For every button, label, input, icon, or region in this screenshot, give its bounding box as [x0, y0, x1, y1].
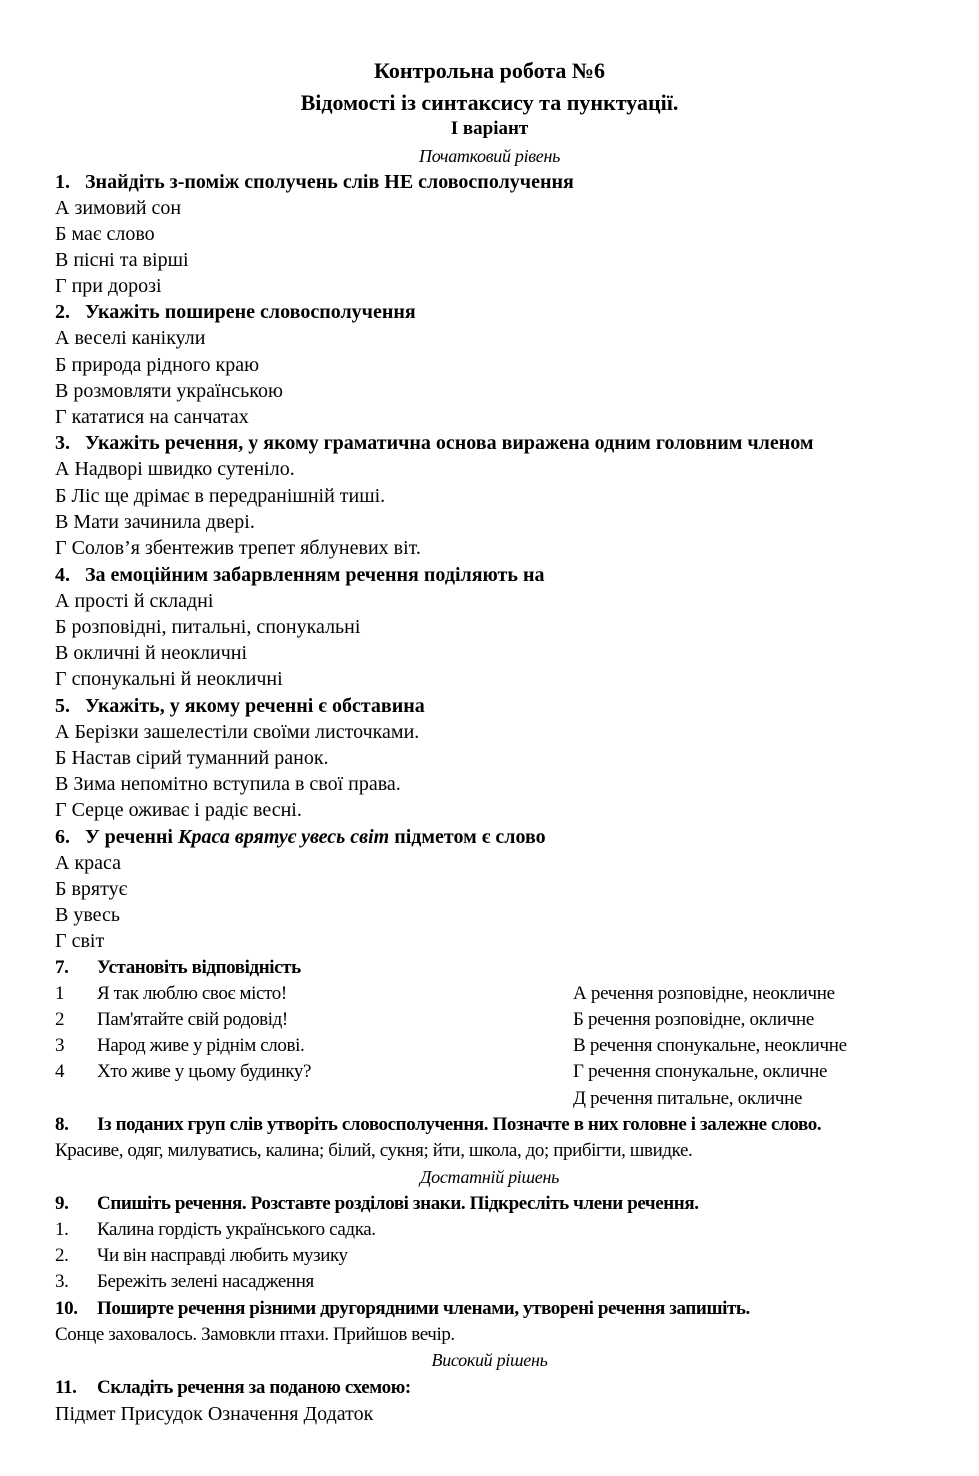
level-sufficient: Достатній рішень — [420, 1167, 559, 1187]
question-10 — [55, 1296, 750, 1322]
q11-body: Підмет Присудок Означення Додаток — [55, 1403, 374, 1425]
item-text: Чи він насправді любить музику — [97, 1245, 348, 1266]
question-number: 3. — [55, 432, 70, 454]
q7-right-c: В речення спонукальне, неокличне — [573, 1035, 847, 1056]
item-number: 1 — [55, 983, 65, 1004]
q3-option-b: Б Ліс ще дрімає в передранішній тиші. — [55, 485, 386, 507]
q6-option-c: В увесь — [55, 904, 121, 926]
question-number: 5. — [55, 695, 70, 717]
question-number: 4. — [55, 564, 70, 586]
question-text: У реченні — [85, 826, 173, 848]
question-6 — [55, 824, 546, 850]
q9-item-2 — [55, 1243, 348, 1269]
item-number: 4 — [55, 1061, 65, 1082]
question-text-tail: підметом є слово — [394, 826, 546, 848]
question-number: 6. — [55, 826, 70, 848]
question-number: 10. — [55, 1298, 78, 1319]
item-number: 3. — [55, 1271, 69, 1292]
q6-option-b: Б врятує — [55, 878, 128, 900]
q3-option-c: В Мати зачинила двері. — [55, 511, 255, 533]
level-initial: Початковий рівень — [419, 146, 560, 166]
question-text: Знайдіть з-поміж сполучень слів НЕ словосполучення — [85, 171, 574, 193]
q1-option-a: А зимовий сон — [55, 197, 182, 219]
question-text: Із поданих груп слів утворіть словосполучення. Позначте в них головне і залежне слово. — [97, 1114, 822, 1135]
q4-option-d: Г спонукальні й неокличні — [55, 668, 283, 690]
q4-option-a: А прості й складні — [55, 590, 214, 612]
question-text: Установіть відповідність — [97, 957, 301, 978]
q7-left-4 — [55, 1059, 311, 1085]
question-11 — [55, 1375, 411, 1401]
q4-option-c: В окличні й неокличні — [55, 642, 248, 664]
question-8 — [55, 1112, 821, 1138]
question-9 — [55, 1191, 699, 1217]
q7-right-e: Д речення питальне, окличне — [573, 1088, 803, 1109]
q6-option-d: Г світ — [55, 930, 105, 952]
q1-option-d: Г при дорозі — [55, 275, 162, 297]
q5-option-b: Б Настав сірий туманний ранок. — [55, 747, 329, 769]
q7-right-a: А речення розповідне, неокличне — [573, 983, 835, 1004]
q9-item-1 — [55, 1217, 376, 1243]
question-4 — [55, 562, 544, 588]
question-number: 7. — [55, 957, 69, 978]
page-title: Контрольна робота №6 — [373, 58, 606, 83]
q7-left-1 — [55, 981, 287, 1007]
item-text: Народ живе у ріднім слові. — [97, 1035, 305, 1056]
q6-option-a: А краса — [55, 852, 122, 874]
variant-label: І варіант — [450, 118, 529, 139]
q3-option-a: А Надворі швидко сутеніло. — [55, 458, 295, 480]
question-text: Спишіть речення. Розставте розділові знаки. Підкресліть члени речення. — [97, 1193, 699, 1214]
q7-left-3 — [55, 1033, 304, 1059]
q7-left-2 — [55, 1007, 288, 1033]
q5-option-c: В Зима непомітно вступила в свої права. — [55, 773, 401, 795]
q7-right-b: Б речення розповідне, окличне — [573, 1009, 814, 1030]
item-text: Бережіть зелені насадження — [97, 1271, 314, 1292]
q9-item-3 — [55, 1269, 314, 1295]
q3-option-d: Г Солов’я збентежив трепет яблуневих віт. — [55, 537, 421, 559]
question-number: 1. — [55, 171, 70, 193]
item-number: 2 — [55, 1009, 65, 1030]
item-text: Хто живе у цьому будинку? — [97, 1061, 312, 1082]
question-text: Складіть речення за поданою схемою: — [97, 1377, 411, 1398]
item-text: Пам'ятайте свій родовід! — [97, 1009, 288, 1030]
question-number: 8. — [55, 1114, 69, 1135]
question-number: 2. — [55, 301, 70, 323]
page-subtitle: Відомості із синтаксису та пунктуації. — [300, 90, 679, 115]
q2-option-c: В розмовляти українською — [55, 380, 283, 402]
q7-right-d: Г речення спонукальне, окличне — [573, 1061, 828, 1082]
q2-option-a: А веселі канікули — [55, 327, 206, 349]
q8-body: Красиве, одяг, милуватись, калина; білий, сукня; йти, школа, до; прибігти, швидке. — [55, 1140, 693, 1161]
question-1 — [55, 169, 574, 195]
q2-option-d: Г кататися на санчатах — [55, 406, 249, 428]
q1-option-c: В пісні та вірші — [55, 249, 189, 271]
q4-option-b: Б розповідні, питальні, спонукальні — [55, 616, 361, 638]
question-2 — [55, 299, 416, 325]
question-text: Укажіть поширене словосполучення — [85, 301, 416, 323]
item-number: 1. — [55, 1219, 69, 1240]
item-number: 2. — [55, 1245, 69, 1266]
question-number: 11. — [55, 1377, 77, 1398]
question-text: Укажіть речення, у якому граматична основа виражена одним головним членом — [85, 432, 814, 454]
question-number: 9. — [55, 1193, 69, 1214]
item-text: Я так люблю своє місто! — [97, 983, 287, 1004]
q5-option-a: А Берізки зашелестіли своїми листочками. — [55, 721, 420, 743]
q10-body: Сонце заховалось. Замовкли птахи. Прийшов вечір. — [55, 1324, 455, 1345]
question-3 — [55, 430, 814, 456]
question-text: За емоційним забарвленням речення поділяють на — [85, 564, 545, 586]
item-text: Калина гордість українського садка. — [97, 1219, 376, 1240]
q2-option-b: Б природа рідного краю — [55, 354, 260, 376]
question-7 — [55, 955, 301, 981]
item-number: 3 — [55, 1035, 65, 1056]
example-sentence: Краса врятує увесь світ — [177, 826, 390, 848]
q1-option-b: Б має слово — [55, 223, 155, 245]
question-text: Укажіть, у якому реченні є обставина — [85, 695, 425, 717]
q5-option-d: Г Серце оживає і радіє весні. — [55, 799, 302, 821]
level-high: Високий рішень — [431, 1350, 548, 1370]
question-5 — [55, 693, 425, 719]
question-text: Поширте речення різними другорядними членами, утворені речення запишіть. — [97, 1298, 750, 1319]
